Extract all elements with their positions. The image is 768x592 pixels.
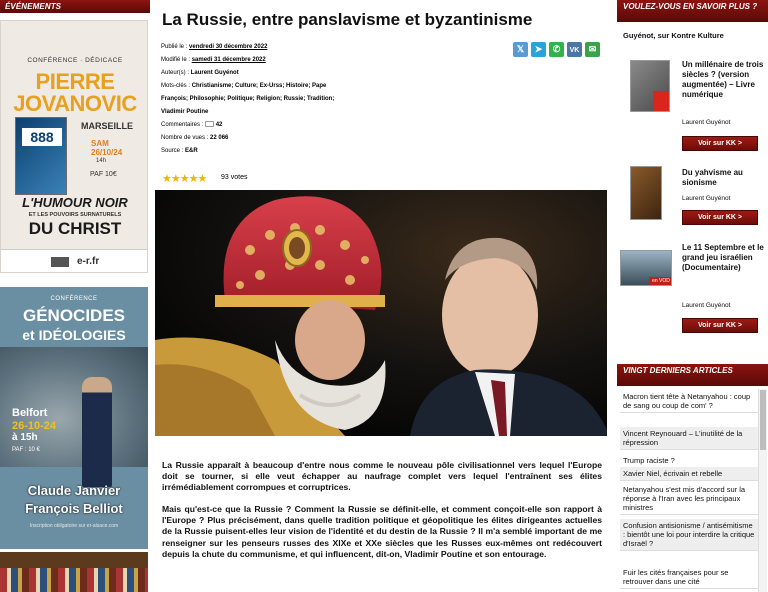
authors-label: Auteur(s) :	[161, 70, 190, 76]
views-label: Nombre de vues :	[161, 135, 209, 141]
latest-article-5[interactable]: Netanyahou s'est mis d'accord sur la réponse à l'Iran avec les principaux ministres	[620, 483, 758, 515]
vk-icon: VK	[569, 47, 580, 54]
latest-article-6[interactable]: Confusion antisionisme / antisémitisme : bientôt une loi pour interdire la critique d'Israël ?	[620, 519, 758, 551]
keywords-line-2[interactable]: François; Philosophie; Politique; Religion; Russie; Tradition;	[161, 96, 335, 102]
ad2-speaker-2: François Belliot	[25, 501, 123, 516]
keywords-line-1[interactable]: Christianisme; Culture; Ex-Urss; Histoire; Pape	[191, 83, 327, 89]
ad1-subheadline: ET LES POUVOIRS SURNATURELS	[28, 212, 122, 218]
ad1-headline: L'HUMOUR NOIR	[22, 195, 128, 210]
ad1-date-value: 26/10/24	[91, 148, 123, 157]
article	[155, 0, 610, 592]
comment-bubble-icon	[205, 121, 214, 127]
telegram-icon: ➤	[534, 44, 543, 54]
vod-badge: en VOD	[649, 277, 672, 285]
ad2-city: Belfort	[12, 407, 48, 419]
share-email-button[interactable]	[585, 42, 600, 57]
ad2-man-figure	[82, 377, 112, 487]
views-count: 22 066	[210, 135, 229, 141]
keywords-line-3[interactable]: Vladimir Poutine	[161, 109, 209, 115]
author-link[interactable]: Laurent Guyénot	[190, 70, 239, 76]
comments-count[interactable]: 42	[215, 122, 223, 128]
comments-label: Commentaires :	[161, 122, 204, 128]
learn-more-header: VOULEZ-VOUS EN SAVOIR PLUS ?	[617, 0, 768, 22]
latest-articles-scrollbar[interactable]	[758, 389, 767, 592]
scrollbar-thumb[interactable]	[760, 390, 766, 450]
latest-articles-header: VINGT DERNIERS ARTICLES	[617, 364, 768, 386]
book-3-cover[interactable]	[620, 250, 672, 286]
latest-article-3[interactable]: Trump raciste ?	[620, 454, 758, 468]
article-paragraph-2: Mais qu'est-ce que la Russie ? Comment la Russie se définit-elle, et comment conçoit-elle son rapport à l'Europe ? Plus précisément, dans quelle tradition politique et géopolitique les élites dirigeantes actuelles de la Russie puisent-elles leur vision de l'identité et du destin de la Russie ? Il m'a semblé important de me renseigner sur les penseurs russes des XIXe et XXe siècles que les Russes eux-mêmes ont redécouvert depuis la chute du communisme, et qui influencent, dit-on, Vladimir Poutine et son entourage.	[162, 504, 602, 559]
source-value: E&R	[185, 148, 198, 154]
ad-bookshelf[interactable]	[0, 552, 148, 592]
modified-label: Modifié le :	[161, 57, 191, 63]
learn-more-intro: Guyénot, sur Kontre Kulture	[623, 31, 724, 40]
article-paragraph-1: La Russie apparaît à beaucoup d'entre nous comme le nouveau pôle civilisationnel vers lequel l'Europe doit se tourner, si elle veut échapper au naufrage complet vers lequel l'entraînent ses élites irrémédiablement corrompues et corruptrices.	[162, 460, 602, 493]
whatsapp-icon: ✆	[552, 44, 561, 54]
ad1-date	[91, 139, 122, 157]
share-whatsapp-button[interactable]	[549, 42, 564, 57]
published-date: vendredi 30 décembre 2022	[189, 44, 268, 50]
ad1-headline-christ: DU CHRIST	[28, 219, 122, 238]
ad1-price: PAF 10€	[90, 171, 117, 178]
book-1-author: Laurent Guyénot	[682, 119, 731, 126]
book-2-cover[interactable]	[630, 166, 662, 220]
book-2-kk-button[interactable]: Voir sur KK >	[682, 210, 758, 225]
meta-keywords	[161, 80, 326, 93]
source-label: Source :	[161, 148, 184, 154]
ad1-name-last: JOVANOVIC	[13, 91, 137, 116]
book-1-kk-button[interactable]: Voir sur KK >	[682, 136, 758, 151]
ad1-top-line: CONFÉRENCE · DÉDICACE	[27, 57, 123, 64]
ad2-date: 26-10-24	[12, 420, 57, 432]
ad2-speaker-1: Claude Janvier	[27, 483, 121, 498]
ad1-city: MARSEILLE	[81, 121, 134, 131]
modified-date: samedi 31 décembre 2022	[191, 57, 266, 63]
meta-published	[161, 41, 267, 54]
meta-comments	[161, 119, 222, 132]
ad-genocides-conference[interactable]	[0, 287, 148, 549]
ad-jovanovic-conference[interactable]	[0, 20, 148, 273]
latest-article-1[interactable]: Macron tient tête à Netanyahou : coup de sang ou coup de com' ?	[620, 390, 758, 413]
meta-source	[161, 145, 198, 158]
latest-article-7[interactable]: Fuir les cités françaises pour se retrouver dans une cité	[620, 566, 758, 589]
book-3-kk-button[interactable]: Voir sur KK >	[682, 318, 758, 333]
meta-views	[161, 132, 228, 145]
book-1-cover[interactable]	[630, 60, 670, 112]
ad2-conference-label: CONFÉRENCE	[50, 296, 98, 302]
ad1-footer	[1, 249, 148, 273]
events-header: ÉVÉNEMENTS	[0, 0, 150, 13]
article-title: La Russie, entre panslavisme et byzantinisme	[162, 10, 533, 29]
share-telegram-button[interactable]	[531, 42, 546, 57]
x-icon: 𝕏	[516, 44, 525, 54]
email-icon: ✉	[588, 44, 597, 54]
share-x-button[interactable]	[513, 42, 528, 57]
ad1-brand: e-r.fr	[77, 256, 100, 267]
left-sidebar	[0, 0, 150, 592]
bookshelf-image	[0, 568, 148, 592]
meta-keywords-2	[161, 93, 334, 106]
ad1-date-day: SAM	[91, 139, 109, 148]
ad1-quality-badge	[51, 257, 69, 267]
latest-article-4[interactable]: Xavier Niel, écrivain et rebelle	[620, 467, 758, 481]
photo-patriarch-putin	[155, 190, 607, 436]
meta-keywords-3	[161, 106, 208, 119]
rating-votes: 93 votes	[221, 174, 248, 181]
ad1-name-first: PIERRE	[35, 69, 115, 94]
latest-article-2[interactable]: Vincent Reynouard – L'inutilité de la répression	[620, 427, 758, 450]
rating-stars[interactable]: ★★★★★	[162, 173, 207, 185]
ad1-time: 14h	[96, 158, 107, 164]
article-photo	[155, 190, 607, 436]
ad2-title-line2: et IDÉOLOGIES	[22, 327, 126, 343]
right-sidebar	[617, 0, 768, 592]
book-2-author: Laurent Guyénot	[682, 195, 731, 202]
keywords-label: Mots-clés :	[161, 83, 191, 89]
meta-authors	[161, 67, 239, 80]
ad2-time: à 15h	[12, 432, 38, 443]
ad1-book-number: 888	[22, 128, 62, 146]
download-icon	[653, 91, 670, 111]
book-3-author: Laurent Guyénot	[682, 302, 731, 309]
ad2-title-line1: GÉNOCIDES	[22, 306, 126, 325]
ad2-footer: Inscription obligatoire sur er-alsace.com	[29, 523, 119, 529]
meta-modified	[161, 54, 266, 67]
share-vk-button[interactable]	[567, 42, 582, 57]
ad2-price: PAF : 10 €	[12, 447, 40, 453]
book-1-title[interactable]: Un millénaire de trois siècles ? (version augmentée) – Livre numérique	[682, 60, 764, 99]
ad1-book-cover	[15, 117, 67, 195]
published-label: Publié le :	[161, 44, 188, 50]
book-2-title[interactable]: Du yahvisme au sionisme	[682, 168, 743, 187]
book-3-title[interactable]: Le 11 Septembre et le grand jeu israélien (Documentaire)	[682, 243, 764, 272]
